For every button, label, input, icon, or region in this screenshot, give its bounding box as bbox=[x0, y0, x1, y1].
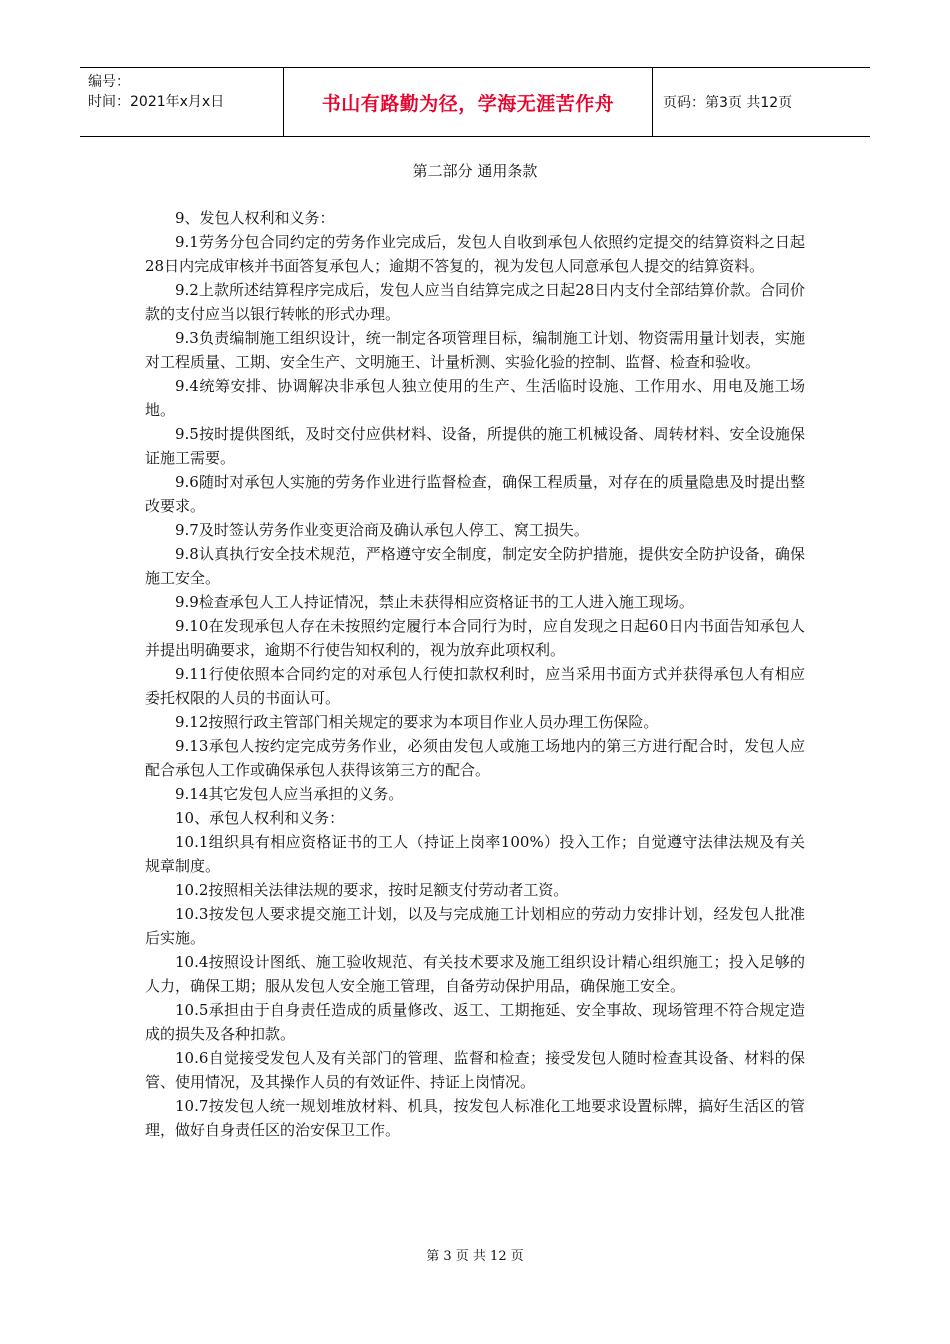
section-title: 第二部分 通用条款 bbox=[412, 162, 538, 180]
header-slogan: 书山有路勤为径，学海无涯苦作舟 bbox=[283, 68, 653, 136]
paragraph: 9.13承包人按约定完成劳务作业，必须由发包人或施工场地内的第三方进行配合时，发包人应配合承包人工作或确保承包人获得该第三方的配合。 bbox=[145, 737, 805, 779]
paragraph: 10.1组织具有相应资格证书的工人（持证上岗率100%）投入工作；自觉遵守法律法规及有关规章制度。 bbox=[145, 833, 805, 875]
paragraph: 9.5按时提供图纸，及时交付应供材料、设备，所提供的施工机械设备、周转材料、安全设施保证施工需要。 bbox=[145, 425, 805, 467]
paragraph: 9.6随时对承包人实施的劳务作业进行监督检查，确保工程质量，对存在的质量隐患及时提出整改要求。 bbox=[145, 473, 805, 515]
paragraph: 9.7及时签认劳务作业变更洽商及确认承包人停工、窝工损失。 bbox=[175, 521, 589, 539]
paragraph: 9.1劳务分包合同约定的劳务作业完成后，发包人自收到承包人依照约定提交的结算资料之日起28日内完成审核并书面答复承包人；逾期不答复的，视为发包人同意承包人提交的结算资料。 bbox=[145, 233, 805, 275]
paragraph: 10.2按照相关法律法规的要求，按时足额支付劳动者工资。 bbox=[175, 881, 569, 899]
paragraph: 9.14其它发包人应当承担的义务。 bbox=[175, 785, 404, 803]
paragraph: 9.8认真执行安全技术规范，严格遵守安全制度，制定安全防护措施，提供安全防护设备，确保施工安全。 bbox=[145, 545, 805, 587]
paragraph: 9.10在发现承包人存在未按照约定履行本合同行为时，应自发现之日起60日内书面告知承包人并提出明确要求，逾期不行使告知权利的，视为放弃此项权利。 bbox=[145, 617, 805, 659]
paragraph: 9.12按照行政主管部门相关规定的要求为本项目作业人员办理工伤保险。 bbox=[175, 713, 659, 731]
paragraph: 9.3负责编制施工组织设计，统一制定各项管理目标，编制施工计划、物资需用量计划表，实施对工程质量、工期、安全生产、文明施王、计量析测、实验化验的控制、监督、检查和验收。 bbox=[145, 329, 805, 371]
paragraph: 10.6自觉接受发包人及有关部门的管理、监督和检查；接受发包人随时检查其设备、材料的保管、使用情况，及其操作人员的有效证件、持证上岗情况。 bbox=[145, 1049, 805, 1091]
paragraph: 10.3按发包人要求提交施工计划，以及与完成施工计划相应的劳动力安排计划，经发包人批准后实施。 bbox=[145, 905, 805, 947]
document-date: 时间：2021年x月x日 bbox=[88, 94, 225, 110]
page-header bbox=[80, 67, 870, 137]
paragraph: 9.9检查承包人工人持证情况，禁止未获得相应资格证书的工人进入施工现场。 bbox=[175, 593, 694, 611]
paragraph: 10.7按发包人统一规划堆放材料、机具，按发包人标准化工地要求设置标牌，搞好生活区的管理，做好自身责任区的治安保卫工作。 bbox=[145, 1097, 805, 1139]
header-page-info: 页码：第3页 共12页 bbox=[663, 95, 793, 111]
page-footer: 第 3 页 共 12 页 bbox=[426, 1249, 524, 1264]
paragraph: 10、承包人权利和义务： bbox=[175, 809, 345, 827]
document-number-label: 编号： bbox=[88, 74, 130, 90]
document-body bbox=[145, 206, 805, 1142]
paragraph: 9.2上款所述结算程序完成后，发包人应当自结算完成之日起28日内支付全部结算价款。合同价款的支付应当以银行转帐的形式办理。 bbox=[145, 281, 805, 323]
header-meta bbox=[80, 68, 283, 136]
paragraph: 9、发包人权利和义务： bbox=[175, 209, 335, 227]
paragraph: 9.4统筹安排、协调解决非承包人独立使用的生产、生活临时设施、工作用水、用电及施工场地。 bbox=[145, 377, 805, 419]
paragraph: 10.5承担由于自身责任造成的质量修改、返工、工期拖延、安全事故、现场管理不符合规定造成的损失及各种扣款。 bbox=[145, 1001, 805, 1043]
paragraph: 9.11行使依照本合同约定的对承包人行使扣款权利时，应当采用书面方式并获得承包人有相应委托权限的人员的书面认可。 bbox=[145, 665, 805, 707]
paragraph: 10.4按照设计图纸、施工验收规范、有关技术要求及施工组织设计精心组织施工；投入足够的人力，确保工期；服从发包人安全施工管理，自备劳动保护用品，确保施工安全。 bbox=[145, 953, 805, 995]
